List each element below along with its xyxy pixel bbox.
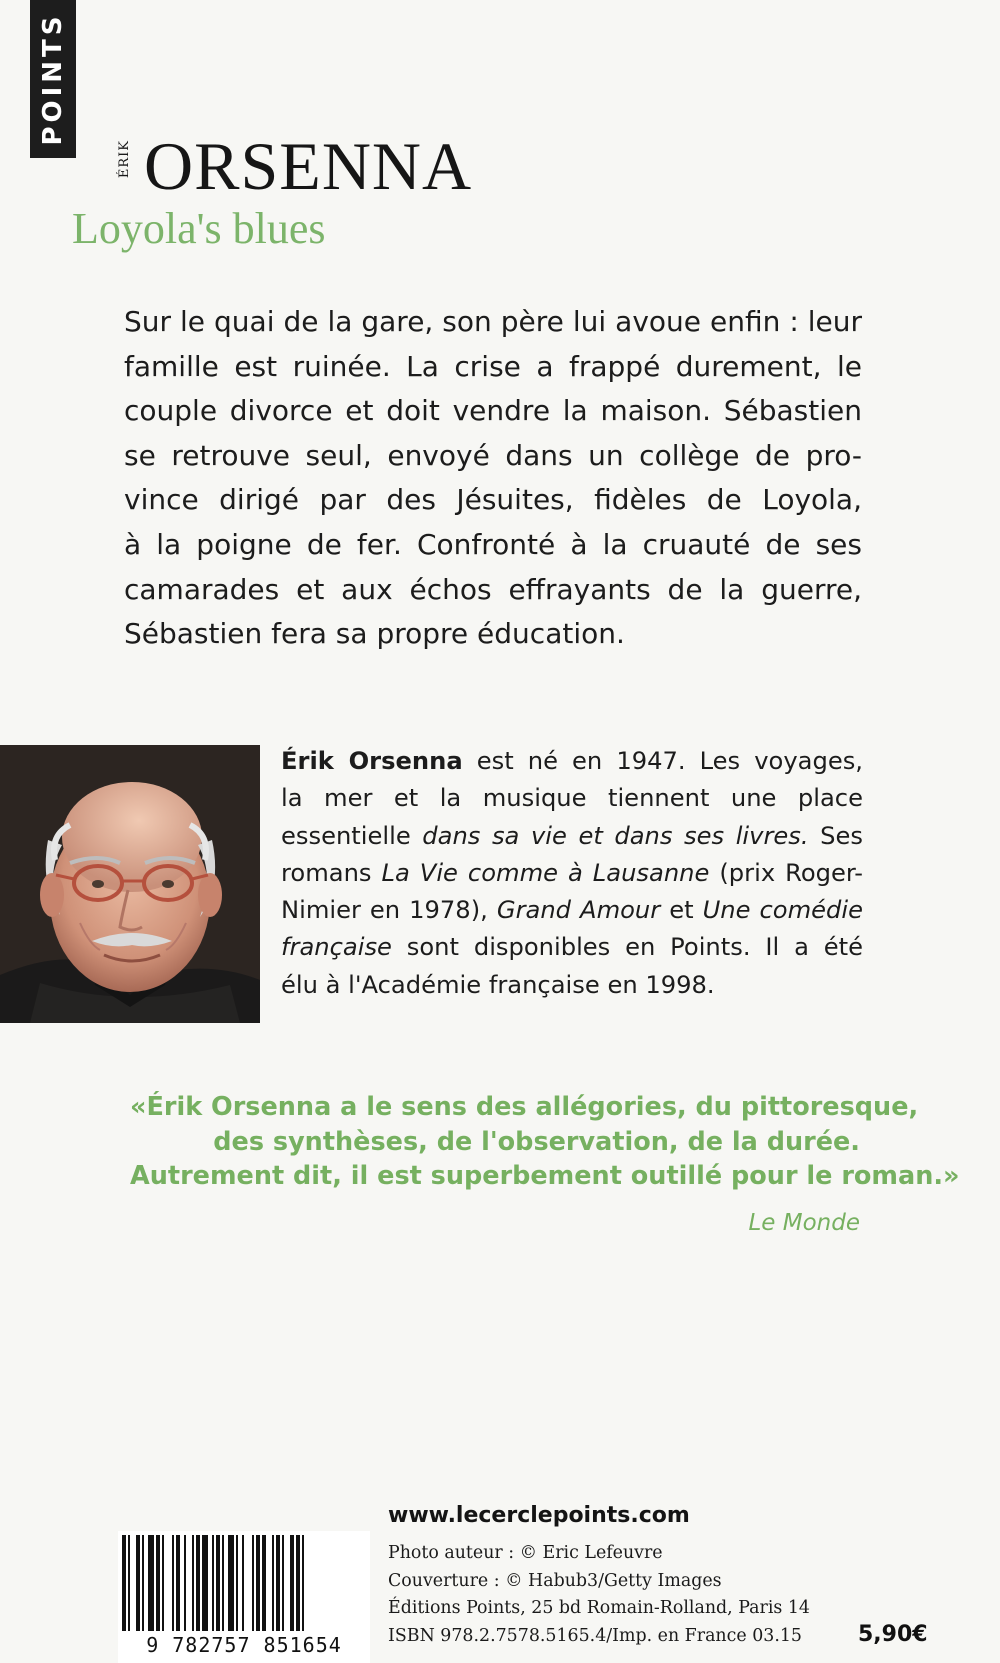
barcode-bar [142,1535,144,1631]
credit-line: ISBN 978.2.7578.5165.4/Imp. en France 03.15 [388,1625,802,1646]
quote-line: des synthèses, de l'observation, de la durée. [213,1126,860,1157]
credit-line: Éditions Points, 25 bd Romain-Rolland, Paris 14 [388,1598,810,1619]
credit-line: Photo auteur : © Eric Lefeuvre [388,1543,663,1563]
barcode-bar [156,1535,160,1631]
barcode-bar [212,1535,214,1631]
blurb-line: camarades et aux échos effrayants de la guerre, [124,572,862,606]
barcode-bar [216,1535,220,1631]
barcode-bar [192,1535,194,1631]
barcode-bar [276,1535,280,1631]
bio-line: la mer et la musique tiennent une place [281,784,863,813]
barcode-bar [136,1535,140,1631]
bio-author-name: Érik Orsenna [281,747,463,775]
barcode-digits: 9 782757 851654 [146,1633,342,1657]
publisher-website[interactable]: www.lecerclepoints.com [388,1503,690,1528]
book-title: Loyola's blues [72,204,326,253]
press-quote [130,1090,960,1194]
author-last-name: ORSENNA [144,128,473,204]
author-photo [0,745,260,1023]
barcode-bar [172,1535,174,1631]
barcode-bar [222,1535,224,1631]
blurb-line: se retrouve seul, envoyé dans un collège de pro- [124,438,862,472]
barcode-bar [162,1535,164,1631]
quote-line: Autrement dit, il est superbement outillé pour le roman.» [130,1161,960,1191]
publisher-label: POINTS [38,12,68,146]
blurb-line: couple divorce et doit vendre la maison. Sébastien [124,394,862,428]
blurb-line: famille est ruinée. La crise a frappé durement, le [124,349,862,383]
barcode-bar [242,1535,244,1631]
author-first-name: ÉRIK [117,140,132,179]
credits [388,1540,810,1650]
barcode-bar [176,1535,180,1631]
credit-line: Couverture : © Habub3/Getty Images [388,1570,722,1591]
barcode-bar [228,1535,234,1631]
isbn-barcode [118,1531,370,1663]
barcode-bar [262,1535,266,1631]
blurb [124,300,862,657]
barcode-bar [202,1535,208,1631]
blurb-line: vince dirigé par des Jésuites, fidèles de Loyola, [124,483,862,517]
barcode-bar [128,1535,130,1631]
barcode-bar [296,1535,300,1631]
barcode-bar [302,1535,304,1631]
price: 5,90€ [858,1622,928,1647]
blurb-line: à la poigne de fer. Confronté à la cruauté de ses [124,527,862,561]
barcode-bar [256,1535,260,1631]
bio-line: élu à l'Académie française en 1998. [281,970,715,999]
barcode-bar [236,1535,238,1631]
book-reference: La Vie comme à Lausanne [381,858,710,887]
barcode-bar [282,1535,284,1631]
barcode-bar [184,1535,186,1631]
barcode-bar [196,1535,200,1631]
bio-line: Érik Orsenna est né en 1947. Les voyages, [281,747,863,775]
barcode-bar [272,1535,274,1631]
author-portrait-illustration [0,745,260,1023]
author-bio [281,743,863,1004]
quote-source: Le Monde [748,1210,860,1236]
bio-line: essentielle dans sa vie et dans ses livres. Ses [281,821,864,850]
barcode-bar [122,1535,126,1631]
barcode-bar [290,1535,294,1631]
publisher-tab [30,0,76,158]
quote-line: «Érik Orsenna a le sens des allégories, du pittoresque, [130,1092,919,1122]
barcode-bar [148,1535,154,1631]
barcode-bar [252,1535,254,1631]
bio-line: romans La Vie comme à Lausanne (prix Roger- [281,858,863,887]
book-reference: Grand Amour [496,896,661,925]
blurb-line: Sébastien fera sa propre éducation. [124,617,625,651]
bio-line: française sont disponibles en Points. Il a été [281,933,863,962]
barcode-bars [118,1531,370,1635]
book-reference: Une comédie [702,896,863,925]
book-reference: française [281,933,392,962]
blurb-line: Sur le quai de la gare, son père lui avoue enfin : leur [124,305,862,338]
bio-line: Nimier en 1978), Grand Amour et Une comédie [281,896,863,925]
